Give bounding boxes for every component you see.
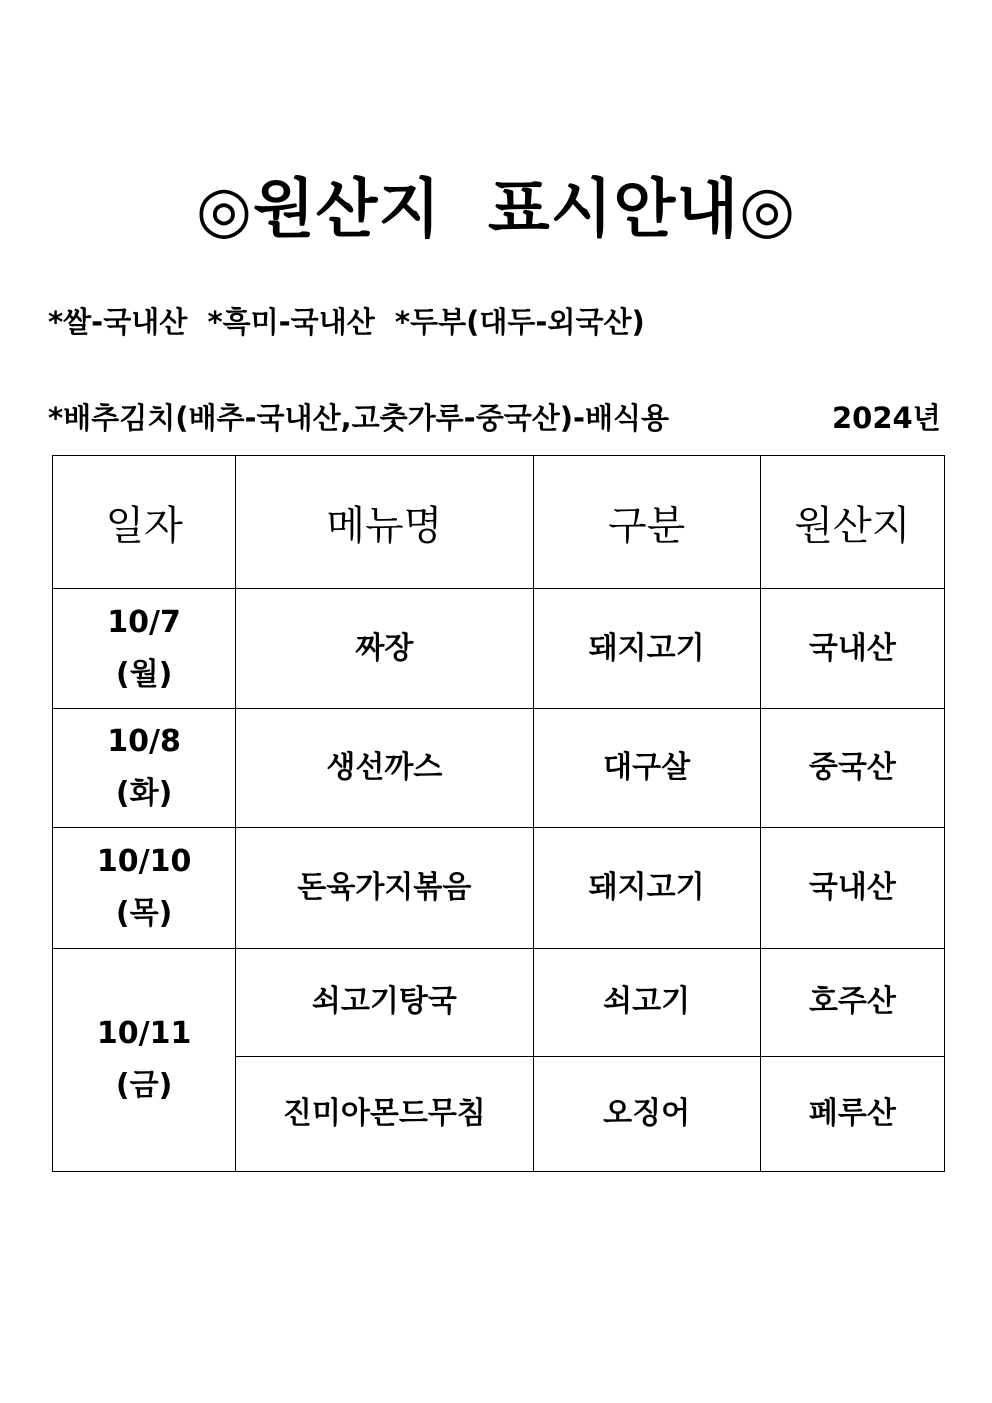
- table-row: [53, 709, 945, 828]
- type-cell: 쇠고기: [533, 948, 760, 1056]
- menu-cell: 쇠고기탕국: [236, 948, 533, 1056]
- type-cell: 돼지고기: [533, 589, 760, 709]
- menu-cell: 짜장: [236, 589, 533, 709]
- weekday-text: (월): [115, 656, 173, 692]
- menu-cell: 진미아몬드무침: [236, 1056, 533, 1171]
- origin-note-line-2: *배추김치(배추-국내산,고춧가루-중국산)-배식용: [48, 401, 670, 435]
- year-label: 2024년: [832, 401, 941, 435]
- weekday-text: (금): [115, 1067, 173, 1103]
- date-cell: [53, 709, 236, 828]
- table-row: [53, 948, 945, 1056]
- type-cell: 오징어: [533, 1056, 760, 1171]
- origin-cell: 페루산: [760, 1056, 944, 1171]
- origin-cell: 중국산: [760, 709, 944, 828]
- date-cell: [53, 948, 236, 1171]
- weekday-text: (화): [115, 776, 173, 812]
- origin-cell: 호주산: [760, 948, 944, 1056]
- table-row: [53, 828, 945, 948]
- date-cell: [53, 589, 236, 709]
- date-text: 10/7: [107, 604, 181, 640]
- header-origin: 원산지: [760, 456, 944, 589]
- header-menu: 메뉴명: [236, 456, 533, 589]
- date-text: 10/11: [96, 1015, 192, 1051]
- menu-cell: 돈육가지볶음: [236, 828, 533, 948]
- type-cell: 돼지고기: [533, 828, 760, 948]
- table-header-row: [53, 456, 945, 589]
- date-text: 10/10: [96, 844, 192, 880]
- origin-note-line-1: *쌀-국내산 *흑미-국내산 *두부(대두-외국산): [48, 305, 645, 339]
- page-title: ◎원산지 표시안내◎: [195, 173, 797, 247]
- type-cell: 대구살: [533, 709, 760, 828]
- header-date: 일자: [53, 456, 236, 589]
- origin-table: [52, 455, 945, 1172]
- header-type: 구분: [533, 456, 760, 589]
- date-cell: [53, 828, 236, 948]
- weekday-text: (목): [115, 896, 173, 932]
- date-text: 10/8: [107, 724, 181, 760]
- origin-cell: 국내산: [760, 589, 944, 709]
- origin-cell: 국내산: [760, 828, 944, 948]
- menu-cell: 생선까스: [236, 709, 533, 828]
- table-row: [53, 589, 945, 709]
